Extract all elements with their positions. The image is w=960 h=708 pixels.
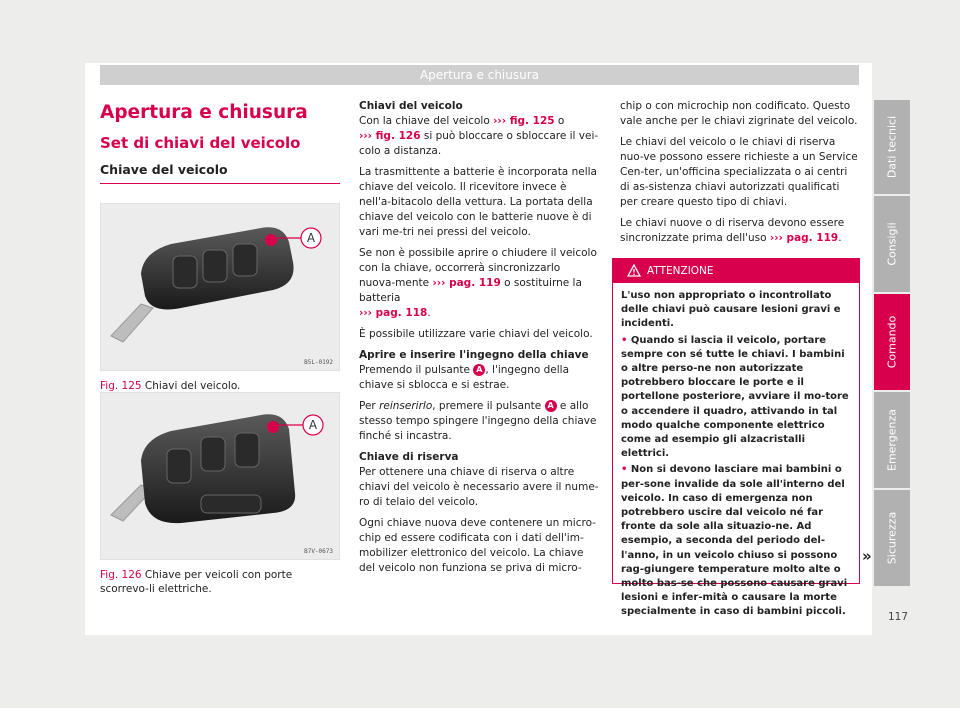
- warning-intro: L'uso non appropriato o incontrollato delle chiavi può causare lesioni gravi e incidenti.: [621, 290, 841, 330]
- text: Premendo il pulsante: [359, 364, 474, 376]
- ref-arrows: ›››: [769, 232, 787, 244]
- key-image: [100, 203, 340, 371]
- paragraph: Ogni chiave nuova deve contenere un micro-chip ed essere codificata con i dati dell'im-mobilizer elettronico del veicolo. La chiave del veicolo non funziona se priva di micro-: [359, 517, 596, 574]
- paragraph: [359, 246, 599, 321]
- paragraph: [620, 216, 860, 246]
- xref-pag-119[interactable]: pag. 119: [786, 232, 839, 244]
- bullet-icon: •: [621, 334, 631, 346]
- figure-code: B5L-0192: [304, 359, 333, 366]
- text: si può bloccare o sbloccare il vei-colo a distanza.: [359, 130, 599, 157]
- paragraph: [359, 363, 599, 393]
- paragraph: [359, 399, 599, 444]
- figure-126: [100, 392, 340, 596]
- text: Non si devono lasciare mai bambini o per-sone invalide da sole all'interno del veicolo. In caso di emergenza non potrebbero uscire dal veicolo né far fronte da sole alla situazio-ne. Ad esempio, a seconda del periodo del-l'anno, in un veicolo chiuso si possono rag-giungere temperature molto alte o molto bas-se che possono causare gravi lesioni e infer-mità o causare la morte specialmente in caso di bambini piccoli.: [621, 464, 848, 618]
- subheading-apri: Aprire e inserire l'ingegno della chiave: [359, 349, 589, 361]
- figure-code: B7V-0673: [304, 548, 333, 555]
- text: .: [838, 232, 842, 244]
- paragraph: Le chiavi del veicolo o le chiavi di riserva nuo-ve possono essere richieste a un Service Cen-ter, un'officina specializzata o ai centri di as-sistenza chiavi autorizzati qualificati per creare questo tipo di chiavi.: [620, 136, 858, 208]
- running-header: Apertura e chiusura: [100, 65, 859, 85]
- warning-box: [612, 258, 860, 618]
- text: , l'ingegno della chiave si sblocca e si estrae.: [359, 364, 570, 391]
- ref-arrows: ›››: [359, 130, 376, 142]
- figure-125: [100, 203, 340, 393]
- caption-text: Chiave per veicoli con porte scorrevo-li elettriche.: [100, 569, 293, 595]
- button-a-badge: A: [473, 364, 485, 376]
- text: Le chiavi nuove o di riserva devono essere sincronizzate prima dell'uso: [620, 217, 845, 244]
- body-column-3: [620, 99, 860, 252]
- warning-bullet: [621, 463, 851, 619]
- subheading-chiavi: Chiavi del veicolo: [359, 100, 463, 112]
- car-key-illustration: [101, 204, 340, 371]
- tab-consigli[interactable]: [874, 196, 910, 292]
- figure-caption: [100, 379, 340, 393]
- warning-bullet: [621, 334, 851, 462]
- chapter-tabs: [874, 100, 910, 588]
- caption-text: Chiavi del veicolo.: [144, 380, 241, 392]
- ref-arrows: ›››: [359, 307, 376, 319]
- section-headings: [100, 92, 340, 184]
- tab-label: Consigli: [885, 222, 899, 266]
- ref-arrows: ›››: [432, 277, 450, 289]
- paragraph: chip o con microchip non codificato. Questo vale anche per le chiavi zigrinate del veicolo.: [620, 100, 858, 127]
- text: .: [427, 307, 431, 319]
- tab-emergenza[interactable]: [874, 392, 910, 488]
- callout-a: A: [306, 231, 316, 245]
- bullet-icon: •: [621, 464, 631, 476]
- callout-a: A: [308, 418, 318, 432]
- section-subsubtitle: Chiave del veicolo: [100, 162, 228, 177]
- text: Se non è possibile aprire o chiudere il veicolo con la chiave, occorrerà sincronizzarlo nuova-mente: [359, 247, 597, 289]
- tab-dati-tecnici[interactable]: [874, 100, 910, 194]
- warning-title: ATTENZIONE: [647, 265, 714, 277]
- continue-arrows-icon: »: [862, 547, 872, 565]
- text: Con la chiave del veicolo: [359, 115, 494, 127]
- page-number: 117: [888, 611, 909, 623]
- ref-arrows: ›››: [493, 115, 510, 127]
- text: o: [554, 115, 565, 127]
- figure-number: Fig. 125: [100, 380, 142, 392]
- text: Per: [359, 400, 380, 412]
- paragraph: La trasmittente a batterie è incorporata nella chiave del veicolo. Il ricevitore invece è nell'a-bitacolo della vettura. La portata della chiave del veicolo con le batterie nuove è di vari me-tri nei pressi del veicolo.: [359, 166, 597, 238]
- italic-text: reinserirlo: [379, 400, 433, 412]
- tab-label: Emergenza: [885, 409, 899, 471]
- text: , premere il pulsante: [432, 400, 545, 412]
- button-a-badge: A: [545, 400, 557, 412]
- text: Quando si lascia il veicolo, portare sempre con sé tutte le chiavi. I bambini o altre perso-ne non autorizzate potrebbero bloccare le porte e il portellone posteriore, avviare il mo-tore o accendere il quadro, attivando in tal modo qualche componente elettrico come ad esempio gli alzacristalli elettrici.: [621, 334, 849, 460]
- paragraph: È possibile utilizzare varie chiavi del veicolo.: [359, 328, 593, 340]
- tab-label: Sicurezza: [885, 511, 899, 565]
- xref-pag-119[interactable]: pag. 119: [449, 277, 501, 289]
- tab-comando[interactable]: [874, 294, 910, 390]
- warning-triangle-icon: [627, 264, 641, 277]
- section-subtitle: Set di chiavi del veicolo: [100, 134, 301, 152]
- figure-caption: [100, 568, 340, 596]
- paragraph: [359, 114, 599, 159]
- xref-pag-118[interactable]: pag. 118: [375, 307, 428, 319]
- xref-fig-125[interactable]: fig. 125: [509, 115, 555, 127]
- tab-label: Comando: [885, 315, 899, 369]
- body-column-2: [359, 99, 599, 582]
- section-title: Apertura e chiusura: [100, 102, 308, 123]
- heading-rule: [100, 183, 340, 184]
- xref-fig-126[interactable]: fig. 126: [375, 130, 421, 142]
- paragraph: Per ottenere una chiave di riserva o altre chiavi del veicolo è necessario avere il nume-ro di telaio del veicolo.: [359, 466, 599, 508]
- subheading-riserva: Chiave di riserva: [359, 451, 459, 463]
- text: o sostituirne la batteria: [359, 277, 582, 304]
- text: e allo stesso tempo spingere l'ingegno della chiave finché si incastra.: [359, 400, 597, 442]
- tab-label: Dati tecnici: [885, 115, 899, 179]
- car-key-illustration: [101, 393, 340, 560]
- figure-number: Fig. 126: [100, 569, 142, 581]
- warning-header: [613, 259, 859, 283]
- warning-body: [613, 283, 859, 620]
- key-image: [100, 392, 340, 560]
- tab-sicurezza[interactable]: [874, 490, 910, 586]
